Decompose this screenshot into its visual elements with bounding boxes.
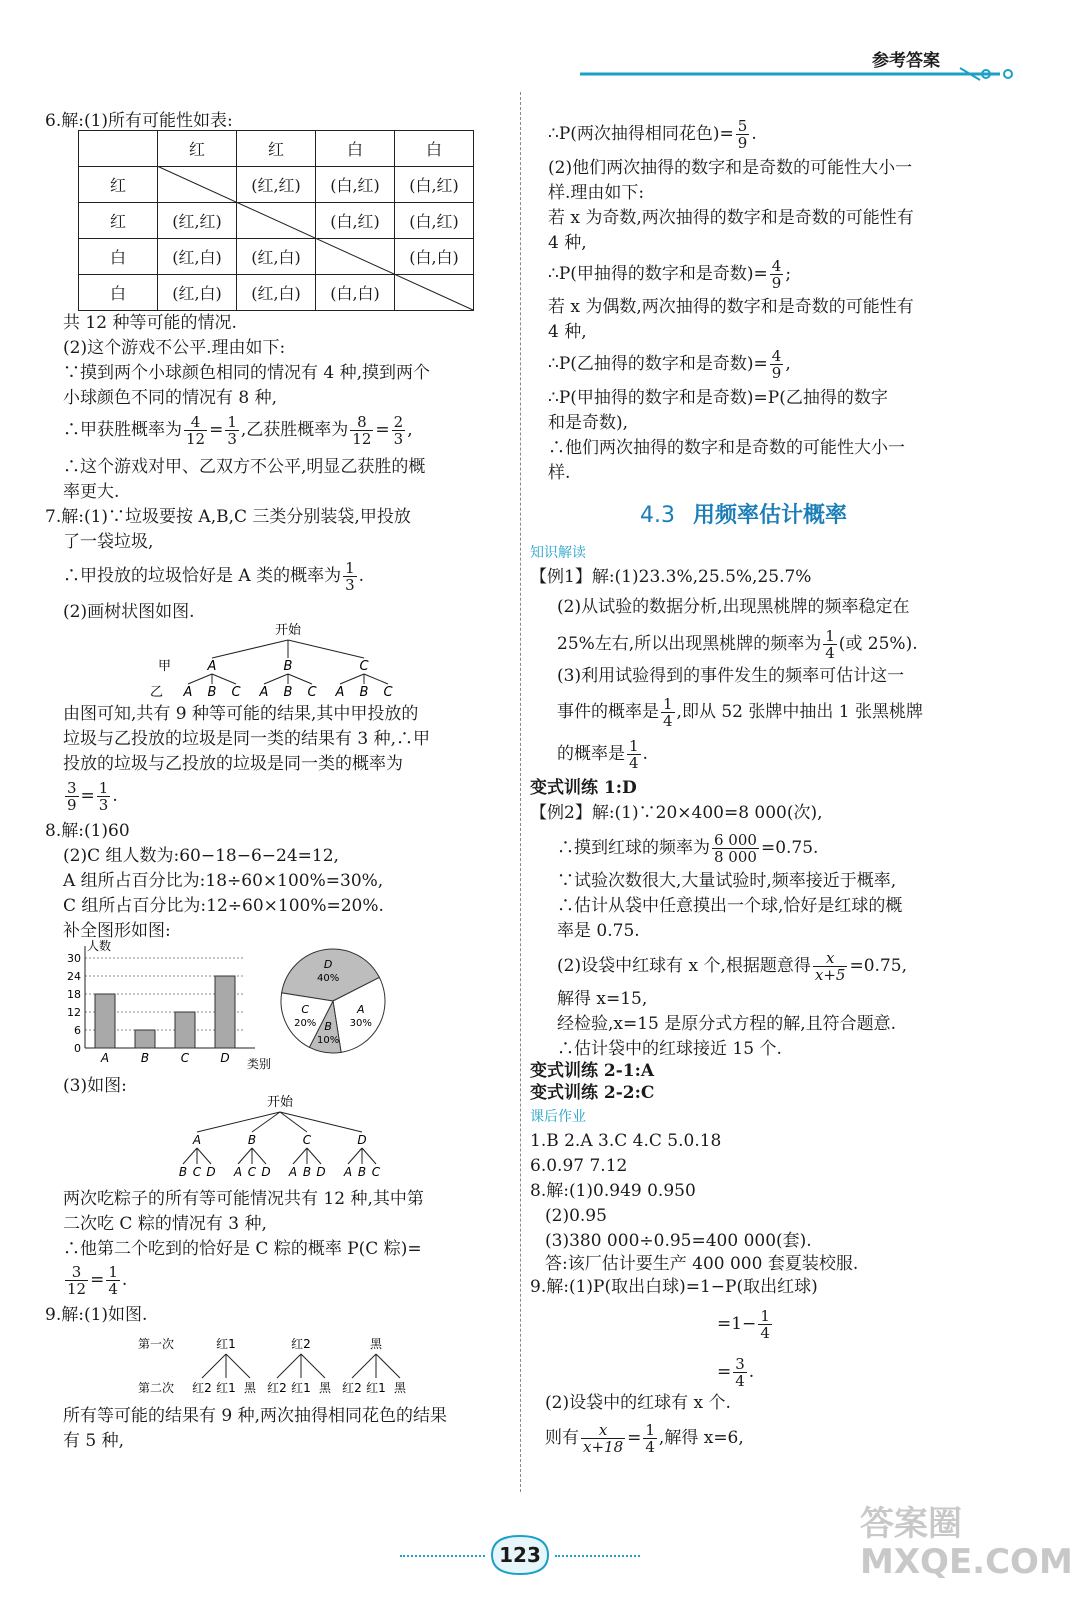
example2-line9: ∴估计袋中的红球接近 15 个.: [557, 1039, 782, 1059]
table-cell: (白,红): [395, 167, 474, 203]
table-cell: (红,红): [158, 203, 237, 239]
q8-line4: C 组所占百分比为:12÷60×100%=20%.: [63, 896, 384, 916]
r-line4: 若 x 为奇数,两次抽得的数字和是奇数的可能性有: [548, 208, 914, 228]
tree-leaf: C: [383, 685, 393, 700]
hw-line9: = $\frac{3}{4}$ .: [717, 1355, 755, 1390]
tree-node: D: [357, 1133, 367, 1147]
q7-line7: 投放的垃圾与乙投放的垃圾是同一类的概率为: [63, 754, 403, 774]
example1-line5: 事件的概率是 $\frac{1}{4}$ ,即从 52 张牌中抽出 1 张黑桃牌: [557, 695, 924, 730]
tree-leaf: B: [357, 1165, 367, 1179]
section-heading: 4.3 用频率估计概率: [640, 503, 848, 528]
q8-line1: 8.解:(1)60: [45, 821, 130, 841]
tree-leaf: 红2: [267, 1381, 287, 1395]
table-header-cell: 红: [158, 131, 237, 167]
q7-line4: (2)画树状图如图.: [63, 602, 195, 622]
q6-line5: ∴甲获胜概率为 $\frac{4}{12}$ = $\frac{1}{3}$ ,乙获胜概率为 $\frac{8}{12}$ = $\frac{2}{3}$ ,: [63, 413, 413, 448]
q8-line2: (2)C 组人数为:60−18−6−24=12,: [63, 846, 339, 866]
r-line11: 和是奇数),: [548, 413, 629, 433]
svg-text:C: C: [359, 659, 369, 674]
svg-text:B: B: [283, 659, 293, 674]
example1-line2: (2)从试验的数据分析,出现黑桃牌的频率稳定在: [557, 597, 910, 617]
pie-slice-value: 10%: [317, 1034, 340, 1046]
y-tick-label: 0: [74, 1042, 81, 1055]
q7-result: $\frac{3}{9}$ = $\frac{1}{3}$ .: [67, 779, 118, 814]
bar: [135, 1030, 155, 1048]
tree-leaf: 红2: [342, 1381, 362, 1395]
homework-tag: 课后作业: [530, 1109, 586, 1125]
q9-line3: 有 5 种,: [63, 1431, 125, 1451]
q6-line1: 共 12 种等可能的情况.: [63, 313, 237, 333]
table-header-cell: 红: [237, 131, 316, 167]
tree-leaf: 黑: [393, 1381, 407, 1395]
r-line12: ∴他们两次抽得的数字和是奇数的可能性大小一: [548, 438, 905, 458]
hw-line3: 8.解:(1)0.949 0.950: [530, 1181, 696, 1201]
q6-line4: 小球颜色不同的情况有 8 种,: [63, 388, 278, 408]
y-tick-label: 24: [67, 970, 81, 983]
x-tick-label: D: [220, 1051, 230, 1065]
q8-line8: 二次吃 C 粽的情况有 3 种,: [63, 1214, 267, 1234]
tree-node: 红1: [216, 1337, 236, 1351]
column-divider: [520, 92, 521, 1492]
q8-line5: 补全图形如图:: [63, 921, 171, 941]
table-header-cell: 白: [395, 131, 474, 167]
q7-line5: 由图可知,共有 9 种等可能的结果,其中甲投放的: [63, 704, 419, 724]
hw-line2: 6.0.97 7.12: [530, 1156, 628, 1176]
tree-leaf: 红2: [192, 1381, 212, 1395]
tree-leaf: D: [261, 1165, 271, 1179]
tree-leaf: 红1: [216, 1381, 236, 1395]
tree-leaf: A: [335, 685, 345, 700]
tree-leaf: C: [192, 1165, 202, 1179]
y-axis-label: 人数: [87, 939, 112, 953]
bar-chart: [60, 939, 272, 1071]
q8-line9: ∴他第二个吃到的恰好是 C 粽的概率 P(C 粽)=: [63, 1239, 422, 1259]
tree-diagram-q8: [165, 1092, 395, 1182]
example2-line4: ∴估计从袋中任意摸出一个球,恰好是红球的概: [557, 896, 903, 916]
svg-text:A: A: [207, 659, 217, 674]
q9-line1: 9.解:(1)如图.: [45, 1305, 148, 1325]
table-cell: 白: [79, 275, 158, 311]
example2-line7: 解得 x=15,: [557, 989, 648, 1009]
y-tick-label: 12: [67, 1006, 81, 1019]
pie-slice-label: D: [323, 958, 333, 972]
q8-line7: 两次吃粽子的所有等可能情况共有 12 种,其中第: [63, 1189, 424, 1209]
header-decoration: [580, 62, 1020, 84]
table-cell: (白,红): [316, 203, 395, 239]
example2-line3: ∵试验次数很大,大量试验时,频率接近于概率,: [557, 871, 897, 891]
tree-leaf: B: [207, 685, 217, 700]
y-tick-label: 30: [67, 952, 81, 965]
footer-dots-right: [555, 1555, 640, 1557]
r-line5: 4 种,: [548, 233, 587, 253]
r-line6: ∴P(甲抽得的数字和是奇数)= $\frac{4}{9}$ ;: [548, 257, 792, 292]
r-line8: 4 种,: [548, 322, 587, 342]
table-cell: (红,白): [158, 275, 237, 311]
tree-leaf: A: [183, 685, 193, 700]
tree-leaf: D: [206, 1165, 216, 1179]
tree-node: B: [247, 1133, 257, 1147]
table-cell: (红,红): [237, 167, 316, 203]
tree-leaf: 黑: [318, 1381, 332, 1395]
table-cell: (红,白): [237, 275, 316, 311]
pie-slice-value: 20%: [294, 1018, 317, 1030]
q9-line2: 所有等可能的结果有 9 种,两次抽得相同花色的结果: [63, 1406, 448, 1426]
q8-line6: (3)如图:: [63, 1076, 127, 1096]
example1-line4: (3)利用试验得到的事件发生的频率可估计这一: [557, 666, 905, 686]
hw-line10: (2)设袋中的红球有 x 个.: [545, 1393, 731, 1413]
x-tick-label: B: [140, 1051, 150, 1065]
tree-node: 红2: [291, 1337, 311, 1351]
table-cell: 白: [79, 239, 158, 275]
example2-line8: 经检验,x=15 是原分式方程的解,且符合题意.: [557, 1014, 897, 1034]
table-cell: (白,白): [316, 275, 395, 311]
watermark: 答案圈 MXQE.COM: [860, 1504, 1073, 1582]
tree-leaf: B: [359, 685, 369, 700]
q6-line7: 率更大.: [63, 482, 120, 502]
r-line2: (2)他们两次抽得的数字和是奇数的可能性大小一: [548, 158, 913, 178]
table-cell: 红: [79, 203, 158, 239]
table-cell: (白,红): [316, 167, 395, 203]
x-tick-label: C: [180, 1051, 190, 1065]
footer-dots-left: [400, 1555, 485, 1557]
q8-line3: A 组所占百分比为:18÷60×100%=30%,: [63, 871, 384, 891]
table-cell: 红: [79, 167, 158, 203]
bar: [95, 994, 115, 1048]
hw-line6: 答:该厂估计要生产 400 000 套夏装校服.: [545, 1254, 859, 1274]
table-diagonal: [157, 166, 473, 310]
tree-root: 开始: [274, 623, 302, 638]
r-line13: 样.: [548, 463, 571, 483]
y-tick-label: 18: [67, 988, 81, 1001]
r-line9: ∴P(乙抽得的数字和是奇数)= $\frac{4}{9}$ ,: [548, 347, 791, 382]
tree-label-first: 第一次: [138, 1337, 175, 1351]
q6-line6: ∴这个游戏对甲、乙双方不公平,明显乙获胜的概: [63, 457, 426, 477]
tree-label-second: 第二次: [138, 1381, 175, 1395]
q7-line1: 7.解:(1)∵垃圾要按 A,B,C 三类分别装袋,甲投放: [45, 507, 411, 527]
tree-node: C: [302, 1133, 312, 1147]
q6-line2: (2)这个游戏不公平.理由如下:: [63, 338, 286, 358]
q6-intro: 6.解:(1)所有可能性如表:: [45, 111, 233, 131]
tree-leaf: B: [302, 1165, 312, 1179]
bar: [215, 976, 235, 1048]
table-cell: (红,白): [237, 239, 316, 275]
tree-leaf: C: [231, 685, 241, 700]
bar: [175, 1012, 195, 1048]
header-title: 参考答案: [872, 51, 940, 71]
tree-leaf: A: [259, 685, 269, 700]
knowledge-tag: 知识解读: [530, 545, 586, 561]
tree-leaf: 红1: [291, 1381, 311, 1395]
table-header-cell: 白: [316, 131, 395, 167]
q7-line2: 了一袋垃圾,: [63, 532, 154, 552]
tree-leaf: 红1: [366, 1381, 386, 1395]
q8-result: $\frac{3}{12}$ = $\frac{1}{4}$ .: [67, 1263, 128, 1298]
q7-line3: ∴甲投放的垃圾恰好是 A 类的概率为 $\frac{1}{3}$ .: [63, 559, 365, 594]
tree-leaf: A: [233, 1165, 243, 1179]
tree-leaf: A: [343, 1165, 353, 1179]
example1-line6: 的概率是 $\frac{1}{4}$ .: [557, 737, 648, 772]
svg-text:乙: 乙: [150, 685, 164, 700]
page-number: 123: [499, 1543, 541, 1567]
x-tick-label: A: [100, 1051, 110, 1065]
tree-root: 开始: [266, 1095, 294, 1110]
tree-node: 黑: [369, 1337, 383, 1351]
tree-diagram-q9: [138, 1330, 438, 1400]
y-tick-label: 6: [74, 1024, 81, 1037]
tree-leaf: B: [178, 1165, 188, 1179]
r-line10: ∴P(甲抽得的数字和是奇数)=P(乙抽得的数字: [548, 388, 888, 408]
hw-line1: 1.B 2.A 3.C 4.C 5.0.18: [530, 1131, 722, 1151]
tree-leaf: B: [283, 685, 293, 700]
q7-line6: 垃圾与乙投放的垃圾是同一类的结果有 3 种,∴甲: [63, 729, 431, 749]
pie-slice-label: C: [301, 1003, 310, 1017]
tree-leaf: C: [371, 1165, 381, 1179]
pie-slice-label: A: [357, 1003, 365, 1017]
example2-line1: 【例2】解:(1)∵20×400=8 000(次),: [530, 803, 823, 823]
hw-line7: 9.解:(1)P(取出白球)=1−P(取出红球): [530, 1277, 818, 1297]
tree-leaf: C: [247, 1165, 257, 1179]
variant-1: 变式训练 1:D: [530, 778, 637, 798]
r-line7: 若 x 为偶数,两次抽得的数字和是奇数的可能性有: [548, 297, 914, 317]
tree-leaf: C: [307, 685, 317, 700]
tree-leaf: A: [288, 1165, 298, 1179]
hw-line8: =1− $\frac{1}{4}$: [717, 1307, 770, 1342]
hw-line4: (2)0.95: [545, 1206, 607, 1226]
table-cell: (白,白): [395, 239, 474, 275]
tree-diagram-q7: [140, 620, 410, 700]
variant-2-2: 变式训练 2-2:C: [530, 1083, 655, 1103]
pie-slice-value: 30%: [349, 1018, 372, 1030]
example2-line6: (2)设袋中红球有 x 个,根据题意得 $\frac{x}{x+5}$ =0.75,: [557, 949, 907, 984]
pie-slice-label: B: [324, 1019, 332, 1033]
pie-slice-value: 40%: [317, 973, 340, 985]
pie-chart: [275, 945, 395, 1060]
r-line1: ∴P(两次抽得相同花色)= $\frac{5}{9}$ .: [548, 117, 757, 152]
tree-leaf: 黑: [243, 1381, 257, 1395]
example2-line5: 率是 0.75.: [557, 921, 640, 941]
example2-line2: ∴摸到红球的频率为 $\frac{6 000}{8 000}$ =0.75.: [557, 831, 819, 866]
example1-line1: 【例1】解:(1)23.3%,25.5%,25.7%: [530, 567, 812, 587]
table-header-cell: [79, 131, 158, 167]
q6-line3: ∵摸到两个小球颜色相同的情况有 4 种,摸到两个: [63, 363, 431, 383]
tree-node: A: [192, 1133, 202, 1147]
hw-line5: (3)380 000÷0.95=400 000(套).: [545, 1231, 812, 1251]
table-cell: (白,红): [395, 203, 474, 239]
table-cell: (红,白): [158, 239, 237, 275]
r-line3: 样.理由如下:: [548, 183, 645, 203]
svg-text:甲: 甲: [158, 659, 172, 674]
hw-line11: 则有 $\frac{x}{x+18}$ = $\frac{1}{4}$ ,解得 x=6,: [545, 1421, 744, 1456]
x-axis-label: 类别: [247, 1057, 272, 1071]
example1-line3: 25%左右,所以出现黑桃牌的频率为 $\frac{1}{4}$ (或 25%).: [557, 627, 918, 662]
tree-leaf: D: [316, 1165, 326, 1179]
variant-2-1: 变式训练 2-1:A: [530, 1061, 655, 1081]
